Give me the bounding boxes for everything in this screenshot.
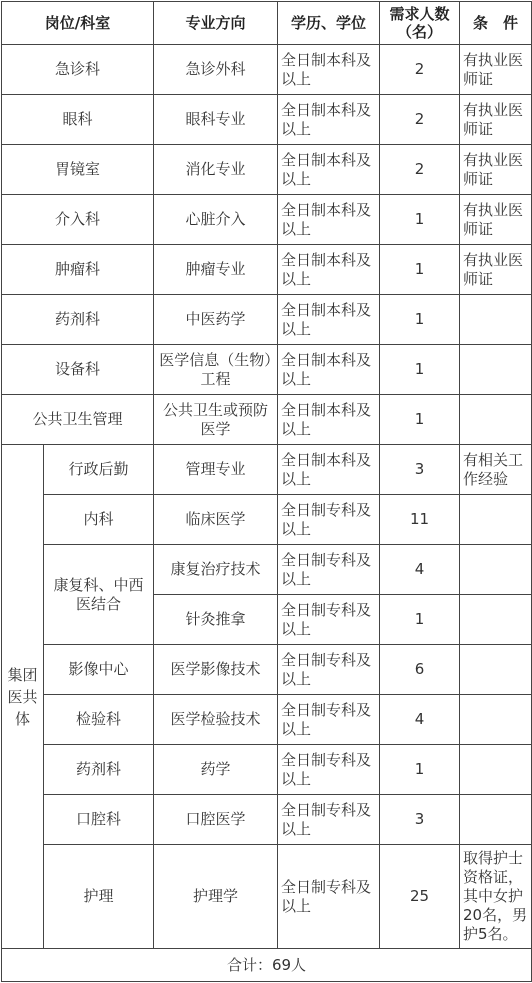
education-cell: 全日制本科及以上 <box>278 145 380 195</box>
post-cell: 肿瘤科 <box>2 245 154 295</box>
post-cell: 护理 <box>44 845 154 949</box>
condition-cell <box>460 295 532 345</box>
condition-cell <box>460 695 532 745</box>
count-cell: 2 <box>380 45 460 95</box>
table-row <box>2 195 532 245</box>
condition-cell <box>460 345 532 395</box>
table-row <box>2 645 532 695</box>
table-row <box>2 845 532 949</box>
count-cell: 1 <box>380 595 460 645</box>
count-cell: 3 <box>380 445 460 495</box>
condition-cell <box>460 395 532 445</box>
count-cell: 2 <box>380 145 460 195</box>
count-cell: 1 <box>380 345 460 395</box>
header-row <box>2 2 532 45</box>
major-cell: 医学信息（生物）工程 <box>154 345 278 395</box>
table-row <box>2 45 532 95</box>
table-row <box>2 795 532 845</box>
post-cell: 康复科、中西医结合 <box>44 545 154 645</box>
major-cell: 康复治疗技术 <box>154 545 278 595</box>
major-cell: 医学检验技术 <box>154 695 278 745</box>
count-cell: 1 <box>380 245 460 295</box>
education-cell: 全日制本科及以上 <box>278 245 380 295</box>
header-major: 专业方向 <box>154 2 278 45</box>
post-cell: 设备科 <box>2 345 154 395</box>
education-cell: 全日制专科及以上 <box>278 745 380 795</box>
condition-cell <box>460 545 532 595</box>
condition-cell: 有执业医师证 <box>460 45 532 95</box>
education-cell: 全日制专科及以上 <box>278 645 380 695</box>
post-cell: 检验科 <box>44 695 154 745</box>
count-cell: 2 <box>380 95 460 145</box>
post-cell: 急诊科 <box>2 45 154 95</box>
condition-cell <box>460 595 532 645</box>
education-cell: 全日制本科及以上 <box>278 195 380 245</box>
major-cell: 急诊外科 <box>154 45 278 95</box>
count-cell: 4 <box>380 695 460 745</box>
group-label-cell: 集团医共体 <box>2 445 44 949</box>
count-cell: 1 <box>380 195 460 245</box>
condition-cell: 取得护士资格证，其中女护20名，男护5名。 <box>460 845 532 949</box>
table-row <box>2 445 532 495</box>
major-cell: 护理学 <box>154 845 278 949</box>
total-row <box>2 949 532 982</box>
condition-cell <box>460 795 532 845</box>
major-cell: 肿瘤专业 <box>154 245 278 295</box>
major-cell: 针灸推拿 <box>154 595 278 645</box>
major-cell: 眼科专业 <box>154 95 278 145</box>
condition-cell: 有执业医师证 <box>460 195 532 245</box>
major-cell: 医学影像技术 <box>154 645 278 695</box>
header-condition: 条 件 <box>460 2 532 45</box>
header-education: 学历、学位 <box>278 2 380 45</box>
count-cell: 11 <box>380 495 460 545</box>
table-row <box>2 345 532 395</box>
condition-cell: 有执业医师证 <box>460 95 532 145</box>
table-row <box>2 295 532 345</box>
count-cell: 25 <box>380 845 460 949</box>
post-cell: 胃镜室 <box>2 145 154 195</box>
count-cell: 6 <box>380 645 460 695</box>
post-cell: 药剂科 <box>44 745 154 795</box>
post-cell: 影像中心 <box>44 645 154 695</box>
education-cell: 全日制本科及以上 <box>278 45 380 95</box>
table-row <box>2 145 532 195</box>
post-cell: 口腔科 <box>44 795 154 845</box>
header-count: 需求人数（名） <box>380 2 460 45</box>
table-row <box>2 395 532 445</box>
major-cell: 药学 <box>154 745 278 795</box>
count-cell: 4 <box>380 545 460 595</box>
post-cell: 介入科 <box>2 195 154 245</box>
condition-cell <box>460 745 532 795</box>
recruitment-table <box>1 1 532 982</box>
condition-cell <box>460 645 532 695</box>
education-cell: 全日制专科及以上 <box>278 695 380 745</box>
table-row <box>2 545 532 595</box>
education-cell: 全日制本科及以上 <box>278 95 380 145</box>
post-cell: 公共卫生管理 <box>2 395 154 445</box>
education-cell: 全日制本科及以上 <box>278 345 380 395</box>
major-cell: 口腔医学 <box>154 795 278 845</box>
header-post: 岗位/科室 <box>2 2 154 45</box>
table-row <box>2 495 532 545</box>
education-cell: 全日制专科及以上 <box>278 845 380 949</box>
major-cell: 消化专业 <box>154 145 278 195</box>
education-cell: 全日制本科及以上 <box>278 445 380 495</box>
table-row <box>2 695 532 745</box>
post-cell: 眼科 <box>2 95 154 145</box>
count-cell: 1 <box>380 745 460 795</box>
education-cell: 全日制专科及以上 <box>278 795 380 845</box>
post-cell: 行政后勤 <box>44 445 154 495</box>
major-cell: 公共卫生或预防医学 <box>154 395 278 445</box>
count-cell: 3 <box>380 795 460 845</box>
major-cell: 心脏介入 <box>154 195 278 245</box>
condition-cell <box>460 495 532 545</box>
major-cell: 管理专业 <box>154 445 278 495</box>
table-row <box>2 745 532 795</box>
major-cell: 临床医学 <box>154 495 278 545</box>
education-cell: 全日制专科及以上 <box>278 495 380 545</box>
education-cell: 全日制本科及以上 <box>278 395 380 445</box>
table-row <box>2 95 532 145</box>
condition-cell: 有执业医师证 <box>460 245 532 295</box>
table-row <box>2 245 532 295</box>
education-cell: 全日制专科及以上 <box>278 545 380 595</box>
total-cell: 合计：69人 <box>2 949 532 982</box>
education-cell: 全日制本科及以上 <box>278 295 380 345</box>
post-cell: 药剂科 <box>2 295 154 345</box>
condition-cell: 有执业医师证 <box>460 145 532 195</box>
major-cell: 中医药学 <box>154 295 278 345</box>
count-cell: 1 <box>380 295 460 345</box>
condition-cell: 有相关工作经验 <box>460 445 532 495</box>
education-cell: 全日制专科及以上 <box>278 595 380 645</box>
count-cell: 1 <box>380 395 460 445</box>
post-cell: 内科 <box>44 495 154 545</box>
